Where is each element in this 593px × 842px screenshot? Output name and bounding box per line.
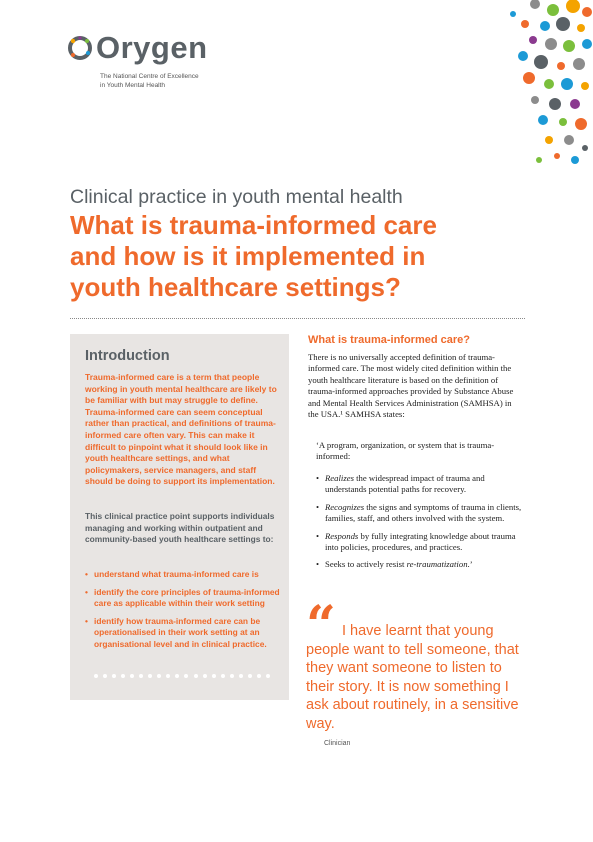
list-item: • identify the core principles of trauma-informed care as applicable within their work setting [85, 587, 281, 610]
samhsa-bullet-list [316, 473, 528, 577]
list-item: • Responds by fully integrating knowledge about trauma into policies, procedures, and practices. [316, 531, 528, 554]
quote-attribution: Clinician [324, 740, 351, 747]
introduction-paragraph: Trauma-informed care is a term that people working in youth mental healthcare are likely to be familiar with but may struggle to define. Trauma-informed care can seem conceptual rather than practical, and definitions of trauma-informed care often vary. This can make it difficult to pinpoint what it should look like in youth healthcare settings, and what policymakers, service managers, and staff should be doing to support its implementation. [85, 372, 277, 487]
introduction-bullet-list [85, 569, 281, 657]
page-subtitle: Clinical practice in youth mental health [70, 186, 403, 208]
introduction-purpose-paragraph: This clinical practice point supports individuals managing and working within outpatient and community-based youth healthcare settings to: [85, 511, 275, 545]
logo-tagline: The National Centre of Excellence in Youth Mental Health [100, 73, 199, 89]
decorative-dots-graphic [463, 0, 593, 175]
quote-mark-icon: “ [306, 595, 336, 656]
orygen-logo-mark-icon [68, 36, 92, 60]
dotted-divider [70, 318, 525, 319]
list-item: • Recognizes the signs and symptoms of trauma in clients, families, staff, and others involved with the system. [316, 502, 528, 525]
pull-quote: I have learnt that young people want to tell someone, that they want someone to listen to their story. It is now something I ask about routinely, in a sensitive way. [306, 623, 519, 732]
introduction-heading: Introduction [85, 348, 170, 364]
list-item: • Realizes the widespread impact of trauma and understands potential paths for recovery. [316, 473, 528, 496]
page-title: What is trauma-informed care and how is it implemented in youth healthcare settings? [70, 210, 437, 302]
list-item: • identify how trauma-informed care can be operationalised in their work setting at an organisational level and in clinical practice. [85, 616, 281, 651]
list-item: • understand what trauma-informed care is [85, 569, 281, 581]
logo-wordmark: Orygen [96, 30, 208, 65]
introduction-panel [70, 334, 289, 700]
definition-paragraph: There is no universally accepted definition of trauma-informed care. The most widely cited definition within the youth healthcare literature is based on the definition of trauma-informed approaches provided by Substance Abuse and Mental Health Services Administration (SAMHSA) in the USA.¹ SAMHSA states: [308, 352, 514, 420]
panel-dotted-rule [94, 674, 270, 680]
list-item: • Seeks to actively resist re-traumatization.’ [316, 559, 528, 570]
definition-heading: What is trauma-informed care? [308, 334, 470, 346]
samhsa-quote-lead: ‘A program, organization, or system that is trauma-informed: [316, 440, 495, 462]
